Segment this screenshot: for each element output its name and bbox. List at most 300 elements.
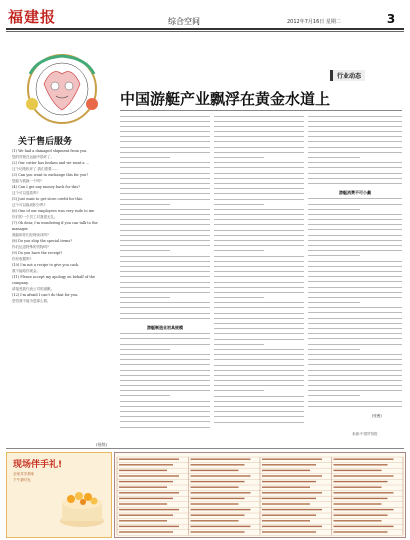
table-cell-text: [119, 515, 173, 516]
table-cell-text: [119, 470, 167, 471]
text-line-bar: [214, 131, 304, 132]
text-line: [214, 347, 304, 352]
text-line-bar: [214, 339, 304, 340]
table-cell-text: [119, 492, 179, 493]
table-cell-text: [262, 531, 316, 532]
text-line-bar: [120, 224, 210, 225]
text-line-bar: [214, 240, 304, 241]
table-cell-text: [334, 520, 382, 521]
text-line-bar: [308, 333, 402, 334]
text-line-bar: [120, 235, 210, 236]
text-line-bar: [214, 349, 304, 350]
slogan-cn: 请接受我代表公司的道歉。: [12, 287, 54, 291]
text-line-bar: [120, 313, 210, 314]
text-line-bar: [214, 422, 304, 423]
table-cell-text: [334, 470, 382, 471]
text-line-bar: [120, 240, 210, 241]
text-line-bar: [120, 266, 210, 267]
title-rule: [120, 110, 402, 111]
table-cell-text: [191, 503, 239, 504]
text-line-bar: [120, 256, 210, 257]
text-line-bar: [214, 318, 304, 319]
text-line-bar: [308, 297, 402, 298]
text-line: [308, 130, 402, 135]
slogan-en: (11) Please accept my apology on behalf of the company.: [12, 275, 96, 285]
text-line: [120, 316, 210, 321]
service-emblem-icon: [12, 44, 112, 134]
text-line-bar: [308, 354, 402, 355]
section-name: 综合空间: [168, 17, 200, 26]
table-cell-text: [191, 526, 251, 527]
text-line: [214, 130, 304, 135]
text-line-bar: [308, 271, 402, 272]
text-line-bar: [120, 188, 210, 189]
text-line-bar: [214, 292, 304, 293]
header-rule: [6, 28, 404, 30]
table-cell-text: [334, 526, 394, 527]
slogan-signoff: (待续): [96, 442, 108, 447]
text-line: [120, 264, 210, 269]
text-line-bar: [308, 183, 402, 184]
text-line-bar: [214, 328, 304, 329]
text-line-bar: [214, 157, 264, 158]
text-line-bar: [120, 250, 170, 251]
table-cell-text: [262, 498, 316, 499]
text-line-bar: [308, 152, 402, 153]
text-line-bar: [214, 147, 304, 148]
text-line-bar: [308, 126, 402, 127]
text-line-bar: [214, 375, 304, 376]
text-line-bar: [120, 318, 210, 319]
text-line: [214, 379, 304, 384]
text-line-bar: [214, 313, 304, 314]
text-line-bar: [214, 411, 304, 412]
text-line-bar: [308, 292, 402, 293]
text-line-bar: [308, 302, 360, 303]
text-line: [214, 405, 304, 410]
text-line: [120, 213, 210, 218]
text-line: [308, 269, 402, 274]
text-line: [214, 207, 304, 212]
text-line-bar: [214, 271, 304, 272]
text-line-bar: [214, 365, 304, 366]
table-cell-text: [191, 520, 239, 521]
text-line-bar: [308, 116, 402, 117]
table-cell-text: [191, 498, 245, 499]
text-line-bar: [308, 141, 402, 142]
text-line: [308, 212, 402, 217]
text-line-bar: [308, 167, 402, 168]
text-line: [308, 124, 402, 129]
issue-date: 2012年7月16日 星期二: [287, 19, 341, 25]
text-line-bar: [120, 307, 210, 308]
text-line: [214, 239, 304, 244]
text-line: [308, 244, 402, 249]
text-line-bar: [120, 385, 210, 386]
text-line-bar: [308, 338, 402, 339]
text-line-bar: [120, 147, 210, 148]
table-cell-text: [334, 487, 382, 488]
text-line-bar: [120, 219, 210, 220]
slogan-en: (12) I'm afraid I can't do that for you.: [12, 293, 79, 297]
text-line-bar: [120, 411, 210, 412]
text-line-bar: [214, 121, 304, 122]
text-line-bar: [214, 178, 304, 179]
text-line-bar: [214, 385, 304, 386]
text-line-bar: [120, 333, 210, 334]
table-cell-text: [334, 492, 394, 493]
text-line-bar: [120, 178, 210, 179]
text-line-bar: [214, 297, 264, 298]
text-line-bar: [120, 162, 210, 163]
article-subhead: 游艇制造业初具规模: [147, 324, 183, 330]
table-cell-text: [334, 475, 394, 476]
text-line-bar: [308, 364, 402, 365]
table-cell-text: [119, 509, 179, 510]
table-cell-text: [119, 487, 167, 488]
text-line-bar: [214, 245, 304, 246]
text-line: [120, 181, 210, 186]
text-line-bar: [308, 287, 402, 288]
table-cell-text: [191, 481, 245, 482]
table-cell-text: [191, 515, 245, 516]
text-line-bar: [214, 173, 304, 174]
slogan-en: (3) Can you want to exchange this for you?: [12, 173, 89, 177]
text-line-bar: [120, 390, 210, 391]
text-line: [120, 352, 210, 357]
text-line-bar: [308, 390, 402, 391]
text-line-bar: [308, 375, 402, 376]
text-line-bar: [308, 245, 402, 246]
text-line-bar: [120, 183, 210, 184]
text-line-bar: [308, 240, 402, 241]
text-line-bar: [214, 199, 304, 200]
text-line-bar: [308, 281, 402, 282]
text-line-bar: [308, 204, 402, 205]
article-author: (张俊): [372, 414, 382, 418]
text-line-bar: [214, 406, 304, 407]
bottom-rule: [6, 448, 404, 449]
article-subhead: 游艇消费不可小觑: [339, 189, 371, 195]
text-line-bar: [120, 380, 210, 381]
text-line-bar: [120, 354, 210, 355]
slogan-en: (7) Oh dear, I'm wondering if you can talk to the manager.: [12, 221, 98, 231]
text-line-bar: [214, 209, 304, 210]
table-cell-text: [334, 515, 388, 516]
article-column-1: [120, 114, 210, 430]
text-line-bar: [214, 126, 304, 127]
table-cell-text: [262, 503, 310, 504]
table-cell-text: [191, 470, 239, 471]
schedule-table: [114, 452, 406, 538]
text-line-bar: [120, 261, 210, 262]
text-line-bar: [214, 261, 304, 262]
text-line-bar: [214, 282, 304, 283]
text-line-bar: [308, 209, 360, 210]
text-line: [214, 373, 304, 378]
text-line-bar: [214, 256, 304, 257]
text-line-bar: [308, 406, 402, 407]
text-line-bar: [308, 147, 402, 148]
text-line: [120, 378, 210, 383]
text-line-bar: [308, 219, 402, 220]
table-cell-text: [119, 464, 173, 465]
text-line-bar: [120, 141, 210, 142]
text-line-bar: [120, 193, 210, 194]
table-cell-text: [191, 487, 239, 488]
slogan-cn: 这个可以换成积分吗?: [12, 203, 46, 207]
text-line: [214, 290, 304, 295]
cake-icon: [57, 483, 107, 529]
text-line-bar: [308, 370, 402, 371]
text-line-bar: [308, 323, 402, 324]
text-line: [308, 321, 402, 326]
table-cell-text: [191, 464, 245, 465]
text-line-bar: [308, 157, 360, 158]
newspaper-logo: 福建报: [8, 8, 57, 26]
text-line-bar: [308, 178, 402, 179]
text-line-bar: [214, 136, 304, 137]
text-line-bar: [120, 395, 170, 396]
text-line-bar: [214, 250, 264, 251]
text-line: [120, 124, 210, 129]
text-line-bar: [308, 131, 402, 132]
text-line-bar: [214, 214, 304, 215]
table-cell-text: [119, 481, 173, 482]
table-cell-text: [334, 498, 388, 499]
text-line: [308, 378, 402, 383]
ad-line: 下午茶时光: [13, 478, 31, 482]
text-line-bar: [214, 307, 304, 308]
text-line-bar: [214, 224, 304, 225]
table-cell-text: [119, 520, 167, 521]
text-line-bar: [308, 276, 402, 277]
table-cell-text: [262, 459, 322, 460]
page-number: 3: [386, 12, 396, 26]
table-cell-text: [262, 470, 310, 471]
table-cell-text: [191, 531, 245, 532]
text-line-bar: [214, 162, 304, 163]
slogan-cn: 你们运送特殊的货物吗?: [12, 245, 49, 249]
text-line-bar: [120, 204, 170, 205]
article-column-2: [214, 114, 304, 425]
text-line-bar: [120, 406, 210, 407]
text-line-bar: [214, 416, 304, 417]
ad-subtitle: [13, 471, 34, 483]
article-column-3: [308, 114, 402, 410]
text-line-bar: [120, 297, 170, 298]
text-line-bar: [120, 359, 210, 360]
slogan-cn: 恐怕我不能为您那么做。: [12, 299, 51, 303]
text-line-bar: [214, 287, 304, 288]
text-line-bar: [120, 401, 210, 402]
text-line: [120, 130, 210, 135]
text-line-bar: [214, 116, 304, 117]
text-line: [214, 420, 304, 425]
text-line-bar: [214, 276, 304, 277]
slogan-cn: 我不能给你现金。: [12, 269, 40, 273]
slogan-cn: 我能和你们经理谈谈吗?: [12, 233, 49, 237]
table-cell-text: [334, 509, 394, 510]
text-line-bar: [308, 173, 402, 174]
slogan-cn: 您能为我换一个吗?: [12, 179, 42, 183]
text-line: [308, 181, 402, 186]
text-line: [214, 264, 304, 269]
text-line-bar: [120, 344, 210, 345]
table-cell-text: [191, 459, 251, 460]
table-cell-text: [119, 475, 179, 476]
table-cell-text: [262, 520, 310, 521]
text-line-bar: [214, 188, 304, 189]
text-line: [120, 410, 210, 415]
text-line-bar: [214, 401, 304, 402]
text-line-bar: [308, 318, 402, 319]
text-line-bar: [120, 209, 210, 210]
category-tag: 行业动态: [330, 70, 365, 81]
text-line-bar: [308, 235, 402, 236]
text-line-bar: [214, 359, 304, 360]
text-line-bar: [308, 214, 402, 215]
text-line: [308, 295, 402, 300]
slogan-title: 关于售后服务: [18, 137, 73, 147]
table-cell-text: [334, 481, 388, 482]
table-cell-text: [119, 498, 173, 499]
text-line: [308, 327, 402, 332]
text-line: [120, 233, 210, 238]
text-line-bar: [214, 152, 304, 153]
slogan-en: (10) I'm not a recipe to give you cash.: [12, 263, 80, 267]
text-line-bar: [120, 364, 210, 365]
text-line-bar: [214, 390, 264, 391]
text-line-bar: [214, 266, 304, 267]
text-line-bar: [214, 380, 304, 381]
text-line: [214, 322, 304, 327]
text-line-bar: [308, 121, 402, 122]
table-cell-text: [262, 492, 322, 493]
text-line-bar: [120, 271, 210, 272]
slogan-en: (1) We had a damaged shipment from you.: [12, 149, 88, 153]
text-line-bar: [120, 157, 170, 158]
text-line-bar: [308, 198, 402, 199]
text-line: [120, 290, 210, 295]
text-line-bar: [308, 359, 402, 360]
text-line-bar: [120, 214, 210, 215]
text-line-bar: [120, 349, 170, 350]
slogan-en: (6) One of our employees was very rude to me.: [12, 209, 96, 213]
slogan-en: (4) Can I get any money back for this?: [12, 185, 80, 189]
advertisement: [6, 452, 112, 538]
text-line: [120, 207, 210, 212]
text-line-bar: [214, 193, 304, 194]
text-line-bar: [120, 292, 210, 293]
left-column: [10, 40, 114, 452]
text-line-bar: [120, 427, 210, 428]
text-line-bar: [308, 312, 402, 313]
text-line-bar: [120, 338, 210, 339]
text-line: [214, 316, 304, 321]
text-line-bar: [308, 136, 402, 137]
text-line-bar: [120, 116, 210, 117]
header-rule-thin: [6, 31, 404, 32]
text-line-bar: [308, 395, 360, 396]
text-line-bar: [120, 375, 210, 376]
table-cell-text: [262, 509, 322, 510]
text-line-bar: [308, 328, 402, 329]
text-line: [214, 213, 304, 218]
table-cell-text: [119, 503, 167, 504]
slogan-cn: 你有收据吗?: [12, 257, 32, 261]
table-cell-text: [262, 464, 316, 465]
text-line-bar: [120, 245, 210, 246]
text-line-bar: [308, 261, 402, 262]
text-line: [214, 233, 304, 238]
text-line-bar: [214, 323, 304, 324]
text-line-bar: [214, 230, 304, 231]
text-line-bar: [308, 380, 402, 381]
slogan-cn: 您的货物在运输中损坏了。: [12, 155, 54, 159]
text-line-bar: [214, 344, 264, 345]
text-line: [120, 150, 210, 155]
text-line-bar: [214, 141, 304, 142]
text-line-bar: [120, 167, 210, 168]
slogan-cn: 你们的一个员工对我很无礼。: [12, 215, 58, 219]
text-line-bar: [308, 344, 402, 345]
text-line-bar: [308, 349, 360, 350]
slogan-en: (9) Do you have the receipt?: [12, 251, 63, 255]
text-line: [308, 404, 402, 409]
text-line-bar: [120, 152, 210, 153]
slogan-cn: 这个切纸机坏了,我们需要……: [12, 167, 59, 171]
table-cell-text: [334, 459, 394, 460]
text-line-bar: [214, 396, 304, 397]
table-cell-text: [262, 526, 322, 527]
text-line-bar: [308, 385, 402, 386]
text-line: [214, 181, 304, 186]
text-line-bar: [308, 255, 360, 256]
table-cell-text: [334, 464, 388, 465]
table-cell-text: [191, 509, 251, 510]
text-line: [120, 384, 210, 389]
text-line: [308, 352, 402, 357]
table-cell-text: [191, 475, 251, 476]
text-line-bar: [214, 302, 304, 303]
text-line-bar: [120, 121, 210, 122]
table-cell-text: [334, 503, 382, 504]
ad-title: 现场伴手礼!: [13, 460, 63, 470]
text-line-bar: [214, 219, 304, 220]
slogan-en: (2) Our cutter has broken and we want a ...: [12, 161, 89, 165]
text-line-bar: [308, 229, 402, 230]
ad-line: 全家共享美味: [13, 472, 34, 476]
text-line-bar: [120, 230, 210, 231]
text-line: [308, 384, 402, 389]
text-line-bar: [120, 421, 210, 422]
text-line-bar: [308, 307, 402, 308]
slogan-en: (8) Do you ship the special items?: [12, 239, 73, 243]
text-line-bar: [214, 204, 264, 205]
text-line-bar: [120, 131, 210, 132]
article-title: 中国游艇产业飘浮在黄金水道上: [120, 90, 331, 108]
text-line-bar: [308, 224, 402, 225]
text-line: [214, 399, 304, 404]
text-line-bar: [214, 183, 304, 184]
article-source: 来源:中国贸易报: [352, 432, 378, 436]
text-line-bar: [120, 370, 210, 371]
text-line-bar: [120, 199, 210, 200]
table-cell-text: [262, 487, 310, 488]
text-line-bar: [308, 266, 402, 267]
text-line: [214, 124, 304, 129]
